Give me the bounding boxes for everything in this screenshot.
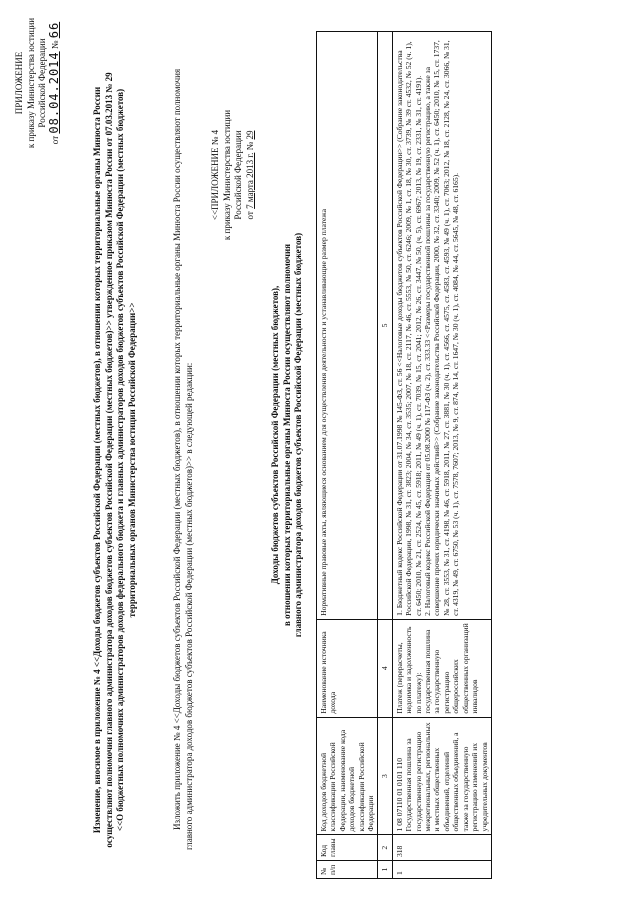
appendix-date: 7 марта 2013 г. (244, 152, 255, 209)
approval-stamp (14, 13, 61, 153)
row-acts-2: 2. Налоговый кодекс Российской Федерации от 05.08.2000 № 117-ФЗ (ч. 2), ст. 333.33 <<Размеры государственной пошлины за государственную регистрацию, а также за совершение прочих юридически значимых действий>> (Собрание законодательства Российской Федерации, 2000, № 32, ст. 3340; 2009, № 52 (ч. 1), ст. 6450; 2010, № 15, ст. 1737, № 28, ст. 3553, № 31, ст. 4198, № 46, ст. 5918, 2011, № 27, ст. 3881, № 30 (ч. 1), ст. 4566, ст. 4575, ст. 4583, ст. 4593, № 49 (ч. 1), ст. 7063; 2012, № 18, ст. 2128, № 24, ст. 3066, № 31, ст. 4319, № 49, ст. 6750, № 53 (ч. 1), ст. 7578, 7607; 2013, № 9, ст. 874, № 14, ст. 1647, № 30 (ч. 1), ст. 4084, № 44, ст. 5645, № 48, ст. 6165). (423, 40, 461, 616)
appendix-line-2: Российской Федерации (233, 130, 243, 220)
col-number-3: 3 (378, 717, 392, 835)
document-heading: Изменение, вносимое в приложение № 4 <<Доходы бюджетов субъектов Российской Федерации (местных бюджетов), в отношении которых территориальные органы Минюста России осуществляют полномочия главного администратора доходов бюджетов субъектов Российской Федерации (местных бюджетов)>> утвержденное приказом Минюста России от 07.03.2013 № 29 <<О бюджетных полномочиях администраторов доходов федерального бюджета и главных администраторов доходов бюджетов субъектов Российской Федерации (местных бюджетов) территориальных органов Министерства юстиции Российской Федерации>> (92, 72, 137, 848)
table-numbering-row (378, 32, 392, 879)
table-row (392, 32, 491, 879)
header-number: № п/п (317, 861, 378, 879)
col-number-4: 4 (378, 619, 392, 717)
table-title (270, 165, 305, 705)
appendix-number-prefix: № (244, 141, 255, 151)
col-number-1: 1 (378, 861, 392, 879)
appendix-date-prefix: от (244, 211, 255, 220)
row-source: Платеж (перерасчеты, недоимка и задолженность по платежу): государственная пошлина за государственную регистрацию общероссийских общественных организаций инвалидов (392, 619, 491, 717)
col-number-5: 5 (378, 32, 392, 620)
table-header-row (317, 32, 378, 879)
appendix-date-line (245, 85, 257, 265)
stamp-date: 08.04.2014 (46, 51, 61, 134)
header-acts: Нормативные правовые акты, являющиеся основанием для осуществления деятельности и устанавливающие размер платежа (317, 32, 378, 620)
stamp-date-line (46, 13, 62, 153)
stamp-date-prefix: от (49, 135, 60, 145)
appendix-line-1: к приказу Министерства юстиции (221, 109, 232, 241)
stamp-title: ПРИЛОЖЕНИЕ (14, 51, 24, 115)
row-acts-1: 1. Бюджетный кодекс Российской Федерации от 31.07.1998 № 145-ФЗ, ст. 56 <<Налоговые доходы бюджетов субъектов Российской Федерации>> (Собрание законодательства Российской Федерации, 1998, № 31, ст. 3823; 2004, № 34, ст. 3535; 2007, № 18, ст. 2117, № 46, ст. 5553, № 50, ст. 6246; 2009, № 1, ст. 18, № 30, ст. 3739, № 39 ст. 4532, № 52 (ч. 1), ст. 6450; 2010, № 21, ст. 2524, № 45, ст. 5918; 2011, № 49 (ч. 1), ст. 7039, № 15, ст. 2041; 2012, № 26, ст. 3447, № 50, (ч. 5), ст. 6967; 2013, № 19, ст. 2331, № 31, ст. 4191). (394, 41, 423, 616)
stamp-number-prefix: № (49, 40, 60, 50)
table-title-line-3: главного администратора доходов бюджетов субъектов Российской Федерации (местных бюджетов) (293, 232, 303, 638)
header-source: Наименование источника дохода (317, 619, 378, 717)
revenue-table (316, 31, 492, 879)
table-title-line-2: в отношении которых территориальные органы Минюста России осуществляют полномочия (281, 243, 292, 627)
header-kbk: Код доходов бюджетной классификации Российской Федерации, наименование кода доходов бюджетной классификации Российской Федерации (317, 717, 378, 835)
appendix-number: 29 (244, 130, 255, 140)
stamp-number: 66 (46, 21, 61, 39)
row-code: 318 (392, 835, 491, 861)
header-code: Код главы (317, 835, 378, 861)
table-title-line-1: Доходы бюджетов субъектов Российской Федерации (местных бюджетов), (270, 285, 280, 585)
col-number-2: 2 (378, 835, 392, 861)
row-number: 1 (392, 861, 491, 879)
stamp-line-1: к приказу Министерства юстиции (25, 17, 36, 149)
row-acts (392, 32, 491, 620)
appendix-stamp (210, 85, 256, 265)
intro-paragraph: Изложить приложение № 4 <<Доходы бюджетов субъектов Российской Федерации (местных бюджетов), в отношении которых территориальные органы Минюста России осуществляют полномочия главного администратора доходов бюджетов субъектов Российской Федерации (местных бюджетов)>> в следующей редакции: (172, 68, 194, 850)
appendix-title: <<ПРИЛОЖЕНИЕ № 4 (210, 129, 220, 221)
stamp-line-2: Российской Федерации (37, 38, 47, 128)
row-kbk: 1 08 07110 01 0101 110 Государственная пошлина за государственную регистрацию межрегиональных, региональных и местных общественных объединений, отделений общественных объединений, а также за государственную регистрацию изменений их учредительных документов (392, 717, 491, 835)
